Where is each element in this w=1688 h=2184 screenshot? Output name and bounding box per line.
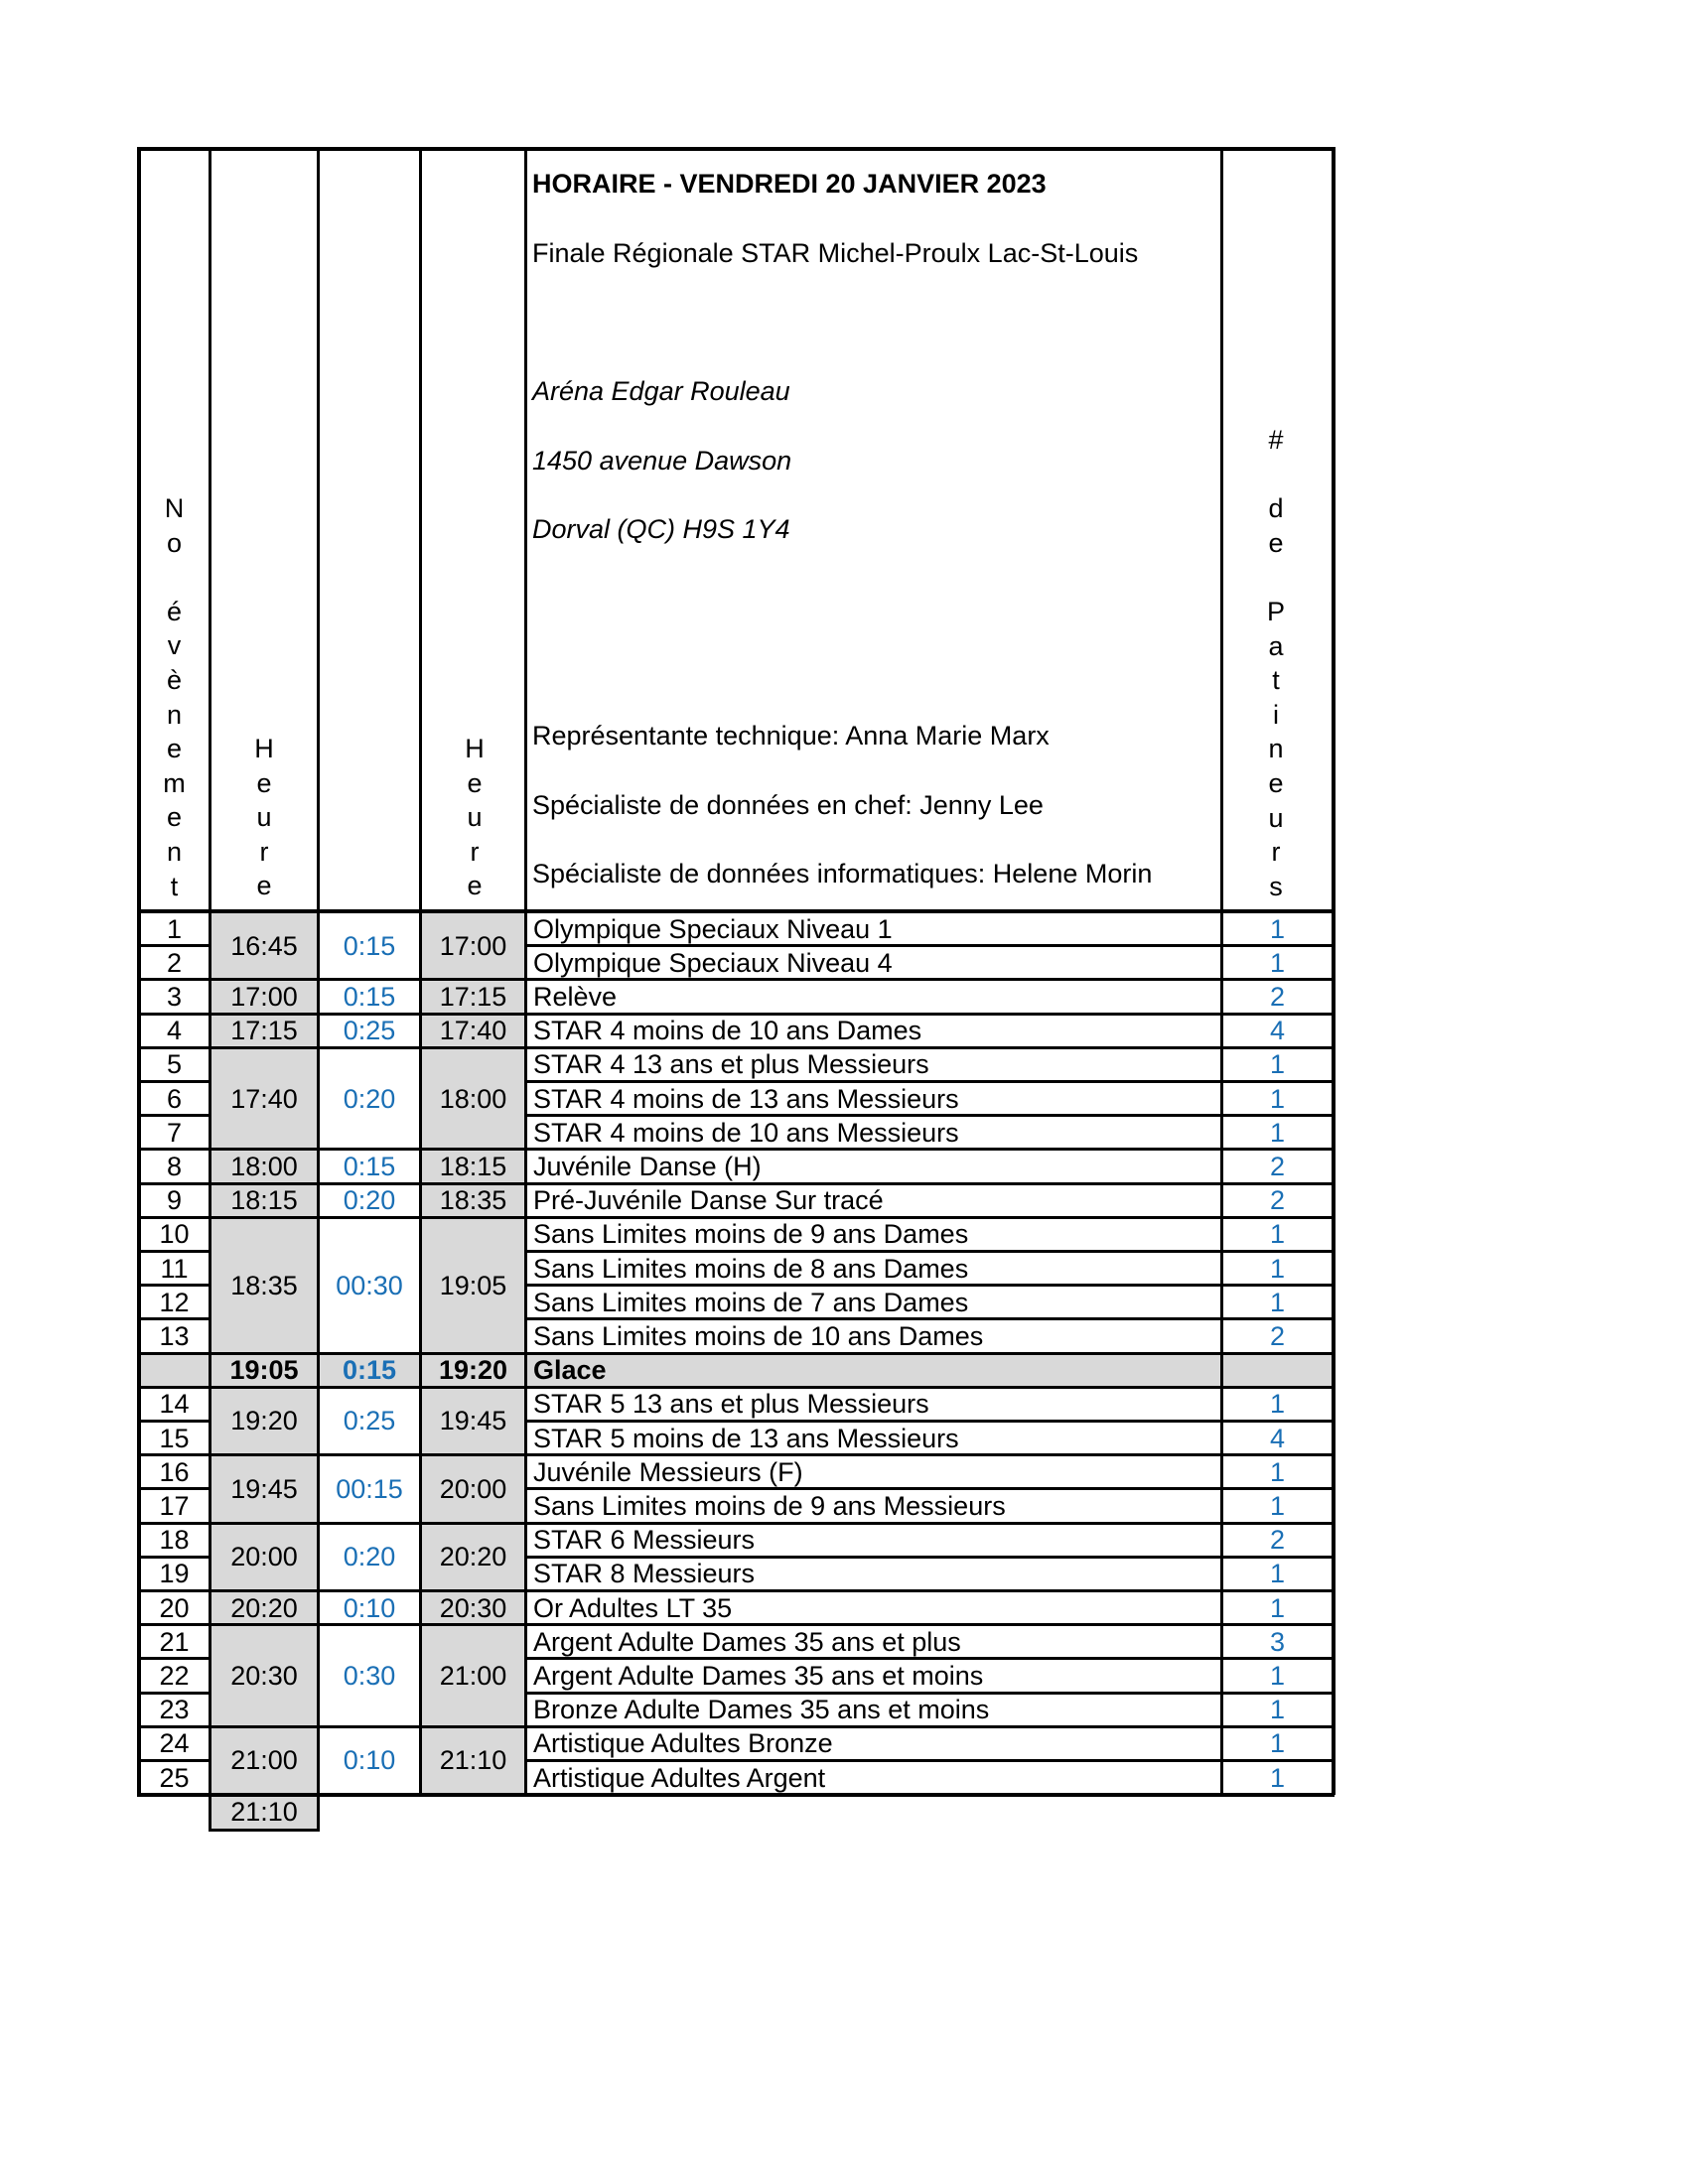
header-letter: m xyxy=(163,767,186,798)
end-time: 21:00 xyxy=(439,1660,507,1691)
header-letter: e xyxy=(166,802,183,833)
duration: 0:20 xyxy=(343,1185,396,1216)
event-number: 12 xyxy=(159,1287,190,1317)
event-name: STAR 4 moins de 10 ans Dames xyxy=(533,1016,922,1046)
event-name: Juvénile Danse (H) xyxy=(533,1151,762,1181)
event-name: STAR 4 13 ans et plus Messieurs xyxy=(533,1049,929,1080)
header-letter: s xyxy=(1269,871,1283,901)
header-letter: u xyxy=(467,802,483,833)
duration: 0:10 xyxy=(343,1592,396,1623)
header-letter: e xyxy=(467,871,483,901)
venue-city: Dorval (QC) H9S 1Y4 xyxy=(532,514,790,544)
start-time: 20:30 xyxy=(230,1660,298,1691)
end-time: 17:40 xyxy=(439,1016,507,1046)
event-number: 3 xyxy=(166,981,183,1012)
header-letter: t xyxy=(1272,665,1280,696)
start-time: 17:15 xyxy=(230,1016,298,1046)
header-letter: e xyxy=(1268,527,1284,558)
header-letter: N xyxy=(164,493,185,523)
header-letter: r xyxy=(470,836,480,867)
event-name: Artistique Adultes Bronze xyxy=(533,1728,833,1759)
final-time: 21:10 xyxy=(230,1796,298,1827)
duration: 0:25 xyxy=(343,1016,396,1046)
start-time: 18:35 xyxy=(230,1270,298,1300)
duration: 00:15 xyxy=(336,1473,403,1504)
header-letter: u xyxy=(256,802,272,833)
event-name: Olympique Speciaux Niveau 4 xyxy=(533,947,893,978)
header-letter: H xyxy=(465,734,485,763)
start-time: 19:05 xyxy=(229,1355,299,1386)
skater-count: 3 xyxy=(1269,1626,1286,1657)
header-letter: t xyxy=(170,871,179,901)
skater-count: 2 xyxy=(1269,1151,1286,1181)
skater-count: 1 xyxy=(1269,913,1286,944)
event-number: 2 xyxy=(166,947,183,978)
end-time: 17:00 xyxy=(439,930,507,961)
event-number: 19 xyxy=(159,1559,190,1589)
start-time: 21:00 xyxy=(230,1745,298,1776)
duration: 0:10 xyxy=(343,1745,396,1776)
header-letter: e xyxy=(1268,767,1284,798)
event-number: 14 xyxy=(159,1389,190,1420)
skater-count: 1 xyxy=(1269,1389,1286,1420)
skater-count: 1 xyxy=(1269,1083,1286,1114)
skater-count: 1 xyxy=(1269,1049,1286,1080)
header-letter: r xyxy=(259,836,269,867)
event-number: 4 xyxy=(166,1016,183,1046)
event-number: 15 xyxy=(159,1423,190,1453)
skater-count: 2 xyxy=(1269,1320,1286,1351)
duration: 0:15 xyxy=(342,1355,397,1386)
event-number: 22 xyxy=(159,1660,190,1691)
event-number: 24 xyxy=(159,1728,190,1759)
column-header-event-number xyxy=(140,491,209,903)
skater-count: 1 xyxy=(1269,1456,1286,1487)
event-number: 18 xyxy=(159,1525,190,1556)
event-number: 20 xyxy=(159,1592,190,1623)
header-letter: e xyxy=(467,767,483,798)
event-number: 23 xyxy=(159,1695,190,1725)
end-time: 19:20 xyxy=(438,1355,508,1386)
header-letter: H xyxy=(254,734,274,763)
event-number: 1 xyxy=(166,913,183,944)
event-name: STAR 5 13 ans et plus Messieurs xyxy=(533,1389,929,1420)
header-letter: n xyxy=(1268,734,1284,764)
event-name: STAR 4 moins de 13 ans Messieurs xyxy=(533,1083,959,1114)
skater-count: 2 xyxy=(1269,981,1286,1012)
skater-count: 1 xyxy=(1269,1219,1286,1250)
end-time: 19:05 xyxy=(439,1270,507,1300)
end-time: 20:30 xyxy=(439,1592,507,1623)
schedule-sheet xyxy=(137,147,1335,1832)
event-name: Olympique Speciaux Niveau 1 xyxy=(533,913,893,944)
header-letter: d xyxy=(1268,493,1284,524)
event-number: 10 xyxy=(159,1219,190,1250)
duration: 0:20 xyxy=(343,1083,396,1114)
event-name: Sans Limites moins de 7 ans Dames xyxy=(533,1287,969,1317)
end-time: 18:35 xyxy=(439,1185,507,1216)
event-number: 21 xyxy=(159,1626,190,1657)
end-time: 20:00 xyxy=(439,1473,507,1504)
duration: 0:30 xyxy=(343,1660,396,1691)
start-time: 18:15 xyxy=(230,1185,298,1216)
data-specialist-it: Spécialiste de données informatiques: Helene Morin xyxy=(532,859,1153,888)
header-letter: e xyxy=(166,734,183,764)
break-label: Glace xyxy=(533,1355,607,1386)
event-name: STAR 8 Messieurs xyxy=(533,1559,756,1589)
header-letter: # xyxy=(1268,425,1284,455)
event-number: 16 xyxy=(159,1456,190,1487)
schedule-title: HORAIRE - VENDREDI 20 JANVIER 2023 xyxy=(532,169,1047,199)
header-letter: e xyxy=(256,767,272,798)
skater-count: 1 xyxy=(1269,1287,1286,1317)
event-number: 17 xyxy=(159,1490,190,1521)
event-number xyxy=(140,1354,209,1388)
end-time: 21:10 xyxy=(439,1745,507,1776)
end-time: 18:00 xyxy=(439,1083,507,1114)
skater-count: 1 xyxy=(1269,1728,1286,1759)
event-name: Argent Adulte Dames 35 ans et plus xyxy=(533,1626,961,1657)
final-time-bottom-border xyxy=(209,1829,320,1832)
duration: 00:30 xyxy=(336,1270,403,1300)
skater-count: 1 xyxy=(1269,1117,1286,1148)
event-name: Sans Limites moins de 8 ans Dames xyxy=(533,1253,969,1284)
header-letter: P xyxy=(1266,596,1285,626)
column-header-skater-count xyxy=(1220,423,1332,903)
header-letter: o xyxy=(166,527,183,558)
header-letter: i xyxy=(1273,699,1279,730)
event-number: 9 xyxy=(166,1185,183,1216)
event-number: 25 xyxy=(159,1762,190,1793)
duration: 0:15 xyxy=(343,981,396,1012)
start-time: 18:00 xyxy=(230,1151,298,1181)
header-letter: e xyxy=(256,871,272,901)
start-time: 19:45 xyxy=(230,1473,298,1504)
skater-count: 1 xyxy=(1269,1490,1286,1521)
event-number: 7 xyxy=(166,1117,183,1148)
final-time-right-border xyxy=(317,1795,320,1831)
event-name: STAR 5 moins de 13 ans Messieurs xyxy=(533,1423,959,1453)
event-name: Sans Limites moins de 9 ans Dames xyxy=(533,1219,969,1250)
skater-count xyxy=(1223,1354,1332,1388)
header-letter: n xyxy=(166,699,183,730)
skater-count: 1 xyxy=(1269,1559,1286,1589)
event-name: STAR 6 Messieurs xyxy=(533,1525,756,1556)
competition-subtitle: Finale Régionale STAR Michel-Proulx Lac-St-Louis xyxy=(532,238,1139,268)
event-name: Relève xyxy=(533,981,618,1012)
event-name: Sans Limites moins de 10 ans Dames xyxy=(533,1320,984,1351)
event-number: 11 xyxy=(160,1253,189,1284)
start-time: 20:00 xyxy=(230,1542,298,1572)
start-time: 17:40 xyxy=(230,1083,298,1114)
start-time: 16:45 xyxy=(230,930,298,961)
skater-count: 4 xyxy=(1269,1423,1286,1453)
end-time: 17:15 xyxy=(439,981,507,1012)
header-letter: r xyxy=(1271,837,1281,868)
venue-street: 1450 avenue Dawson xyxy=(532,446,792,476)
start-time: 20:20 xyxy=(230,1592,298,1623)
skater-count: 2 xyxy=(1269,1525,1286,1556)
skater-count: 1 xyxy=(1269,947,1286,978)
end-time: 19:45 xyxy=(439,1406,507,1436)
header-letter: u xyxy=(1268,802,1284,833)
skater-count: 4 xyxy=(1269,1016,1286,1046)
header-letter: a xyxy=(1268,630,1284,661)
header-letter: é xyxy=(166,596,183,626)
event-number: 5 xyxy=(166,1049,183,1080)
skater-count: 1 xyxy=(1269,1695,1286,1725)
technical-representative: Représentante technique: Anna Marie Marx xyxy=(532,721,1050,751)
column-header-end-time xyxy=(422,732,527,903)
skater-count: 1 xyxy=(1269,1592,1286,1623)
duration: 0:20 xyxy=(343,1542,396,1572)
skater-count: 1 xyxy=(1269,1660,1286,1691)
skater-count: 1 xyxy=(1269,1762,1286,1793)
event-name: Or Adultes LT 35 xyxy=(533,1592,733,1623)
event-name: Pré-Juvénile Danse Sur tracé xyxy=(533,1185,884,1216)
duration: 0:25 xyxy=(343,1406,396,1436)
duration: 0:15 xyxy=(343,1151,396,1181)
skater-count: 2 xyxy=(1269,1185,1286,1216)
event-name: Bronze Adulte Dames 35 ans et moins xyxy=(533,1695,990,1725)
event-name: STAR 4 moins de 10 ans Messieurs xyxy=(533,1117,959,1148)
end-time: 20:20 xyxy=(439,1542,507,1572)
end-time: 18:15 xyxy=(439,1151,507,1181)
start-time: 17:00 xyxy=(230,981,298,1012)
skater-count: 1 xyxy=(1269,1253,1286,1284)
header-letter: v xyxy=(167,630,182,661)
header-letter: è xyxy=(166,664,183,695)
event-name: Juvénile Messieurs (F) xyxy=(533,1456,803,1487)
venue-name: Aréna Edgar Rouleau xyxy=(532,376,790,406)
event-name: Argent Adulte Dames 35 ans et moins xyxy=(533,1660,984,1691)
data-specialist-chief: Spécialiste de données en chef: Jenny Lee xyxy=(532,790,1044,820)
column-divider xyxy=(1332,147,1336,1795)
event-number: 6 xyxy=(166,1083,183,1114)
event-number: 8 xyxy=(166,1151,183,1181)
event-name: Artistique Adultes Argent xyxy=(533,1762,826,1793)
event-number: 13 xyxy=(159,1320,190,1351)
header-letter: n xyxy=(166,836,183,867)
column-header-start-time xyxy=(211,732,317,903)
event-name: Sans Limites moins de 9 ans Messieurs xyxy=(533,1490,1006,1521)
start-time: 19:20 xyxy=(230,1406,298,1436)
duration: 0:15 xyxy=(343,930,396,961)
